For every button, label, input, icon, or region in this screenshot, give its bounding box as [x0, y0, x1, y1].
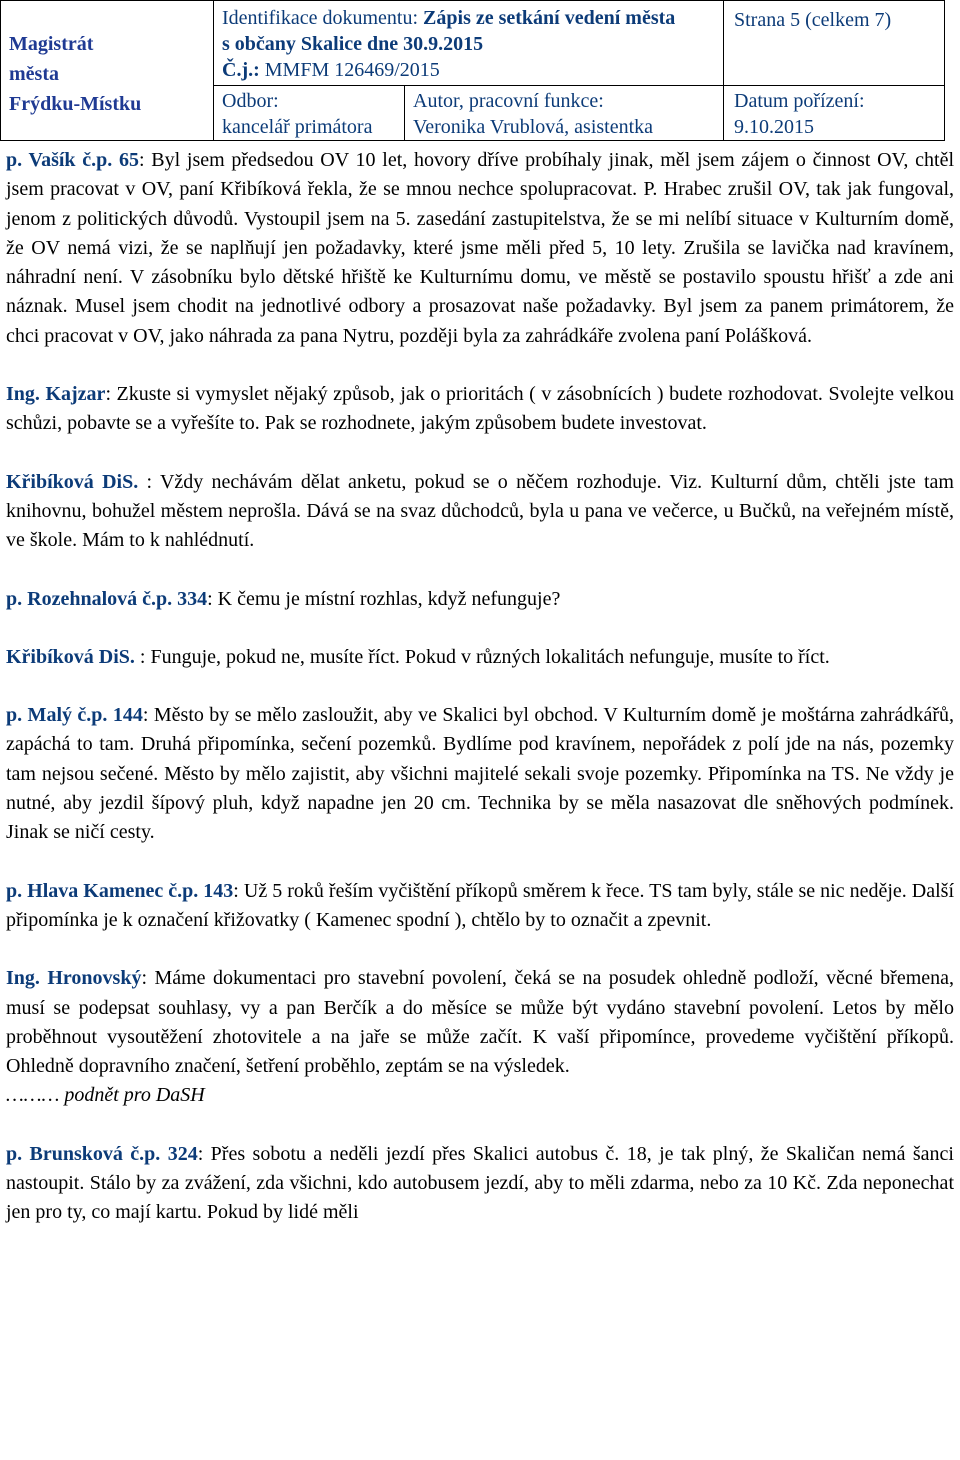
- doc-id-value-line2: s občany Skalice dne 30.9.2015: [222, 33, 484, 55]
- paragraph-text: : Máme dokumentaci pro stavební povolení, čeká se na posudek ohledně podloží, věcné břemena, musí se podepsat souhlasy, vy a pan Berčík a do měsíce se může být vydáno stavební povolení. Letos by mělo proběhnout vysoutěžení zhotovitele a na jaře se může začít. K vaší připomínce, provedeme vyčištění příkopů. Ohledně dopravního značení, šetření proběhlo, zeptám se na výsledek.: [6, 967, 954, 1078]
- date-value: 9.10.2015: [734, 116, 814, 138]
- minutes-paragraph: [6, 964, 954, 1081]
- page-number: Strana 5 (celkem 7): [734, 9, 892, 31]
- minutes-paragraph: [6, 380, 954, 439]
- minutes-paragraph: [6, 146, 954, 351]
- paragraph-text: : Už 5 roků řeším vyčištění příkopů směrem k řece. TS tam byly, stále se nic neděje. Další připomínka je k označení křižovatky ( Kamenec spodní ), chtělo by to označit a zpevnit.: [6, 879, 954, 931]
- minutes-paragraph: [6, 1140, 954, 1228]
- author-value: Veronika Vrublová, asistentka: [413, 116, 654, 138]
- date-label: Datum pořízení:: [734, 90, 865, 112]
- speaker-name: p. Hlava Kamenec č.p. 143: [6, 879, 234, 902]
- org-name-line1: Magistrát: [9, 33, 94, 55]
- speaker-name: Křibíková DiS.: [6, 645, 135, 668]
- action-note: ……… podnět pro DaSH: [6, 1084, 205, 1107]
- department-cell: [214, 86, 405, 141]
- speaker-name: Křibíková DiS.: [6, 470, 139, 493]
- speaker-name: p. Vašík č.p. 65: [6, 149, 139, 171]
- paragraph-text: : Byl jsem předsedou OV 10 let, hovory dříve probíhaly jinak, měl jsem zájem o činnost OV, chtěl jsem pracovat v OV, paní Křibíková řekla, že se mnou nechce spolupracovat. P. Hrabec zrušil OV, tak jak fungoval, jenom z politických důvodů. Vystoupil jsem na 5. zasedání zastupitelstva, že se mi nelíbí situace v Kulturním domě, že OV nemá vizi, že se naplňují jen požadavky, které jsme měli před 5, 10 lety. Zrušila se lavička nad kravínem, náhradní není. V zásobníku bylo dětské hřiště ke Kulturnímu domu, ve městě se postavilo spoustu hřišť a zde ani náznak. Musel jsem chodit na jednotlivé odbory a prosazovat naše požadavky. Byl jsem za panem primátorem, že chci pracovat v OV, jako náhrada za pana Nytru, později byla za zahrádkáře zvolena paní Polášková.: [6, 149, 954, 347]
- page-number-cell: [724, 1, 945, 86]
- document-header: [0, 0, 945, 141]
- document-identification-cell: [214, 1, 724, 86]
- minutes-paragraph: [6, 877, 954, 936]
- doc-id-value: Zápis ze setkání vedení města: [423, 7, 676, 29]
- speaker-name: p. Brunsková č.p. 324: [6, 1142, 198, 1165]
- doc-id-label: Identifikace dokumentu:: [222, 7, 419, 29]
- author-cell: [405, 86, 724, 141]
- cj-value: MMFM 126469/2015: [264, 59, 440, 81]
- speaker-name: Ing. Hronovský: [6, 967, 142, 990]
- speaker-name: Ing. Kajzar: [6, 383, 106, 406]
- department-value: kancelář primátora: [222, 116, 373, 138]
- paragraph-text: : Zkuste si vymyslet nějaký způsob, jak o prioritách ( v zásobnících ) budete rozhodovat. Svolejte velkou schůzi, pobavte se a vyřešíte to. Pak se rozhodnete, jakým způsobem budete investovat.: [6, 383, 954, 435]
- paragraph-text: : K čemu je místní rozhlas, když nefunguje?: [207, 587, 561, 610]
- org-name-line2: města: [9, 63, 59, 85]
- speaker-name: p. Rozehnalová č.p. 334: [6, 587, 208, 610]
- minutes-paragraph: [6, 701, 954, 847]
- cj-label: Č.j.:: [222, 59, 260, 81]
- author-label: Autor, pracovní funkce:: [413, 90, 604, 112]
- paragraph-text: : Město by se mělo zasloužit, aby ve Skalici byl obchod. V Kulturním domě je moštárna zahrádkářů, zapáchá to tam. Druhá připomínka, sečení pozemků. Bydlíme pod kravínem, nepořádek z polí jde na nás, pozemky tam nejsou sečené. Město by mělo zajistit, aby všichni majitelé sekali svoje pozemky. Připomínka na TS. Ne vždy je nutné, aby jezdil šípový pluh, když napadne jen 20 cm. Technika by se měla nasazovat dle sněhových podmínek. Jinak se ničí cesty.: [6, 704, 954, 844]
- minutes-paragraph: [6, 643, 954, 672]
- department-label: Odbor:: [222, 90, 279, 112]
- speaker-name: p. Malý č.p. 144: [6, 704, 143, 727]
- paragraph-text: : Funguje, pokud ne, musíte říct. Pokud v různých lokalitách nefunguje, musíte to říct.: [134, 645, 830, 668]
- org-name-line3: Frýdku-Místku: [9, 93, 142, 115]
- paragraph-text: : Vždy nechávám dělat anketu, pokud se o něčem rozhoduje. Viz. Kulturní dům, chtěli jste tam knihovnu, bohužel městem neprošla. Dává se na svaz důchodců, byla u pana ve večerce, u Bučků, na veřejném místě, ve škole. Mám to k nahlédnutí.: [6, 470, 954, 552]
- minutes-paragraph: [6, 468, 954, 556]
- minutes-body: [6, 146, 954, 1228]
- organization-cell: [1, 1, 214, 141]
- minutes-paragraph: [6, 585, 954, 614]
- date-cell: [724, 86, 945, 141]
- paragraph-text: : Přes sobotu a neděli jezdí přes Skalici autobus č. 18, je tak plný, že Skaličan nemá šanci nastoupit. Stálo by za zvážení, zda všichni, kdo autobusem jezdí, aby to měli zdarma, nebo za 10 Kč. Zda neponechat jen pro ty, co mají kartu. Pokud by lidé měli: [6, 1142, 954, 1224]
